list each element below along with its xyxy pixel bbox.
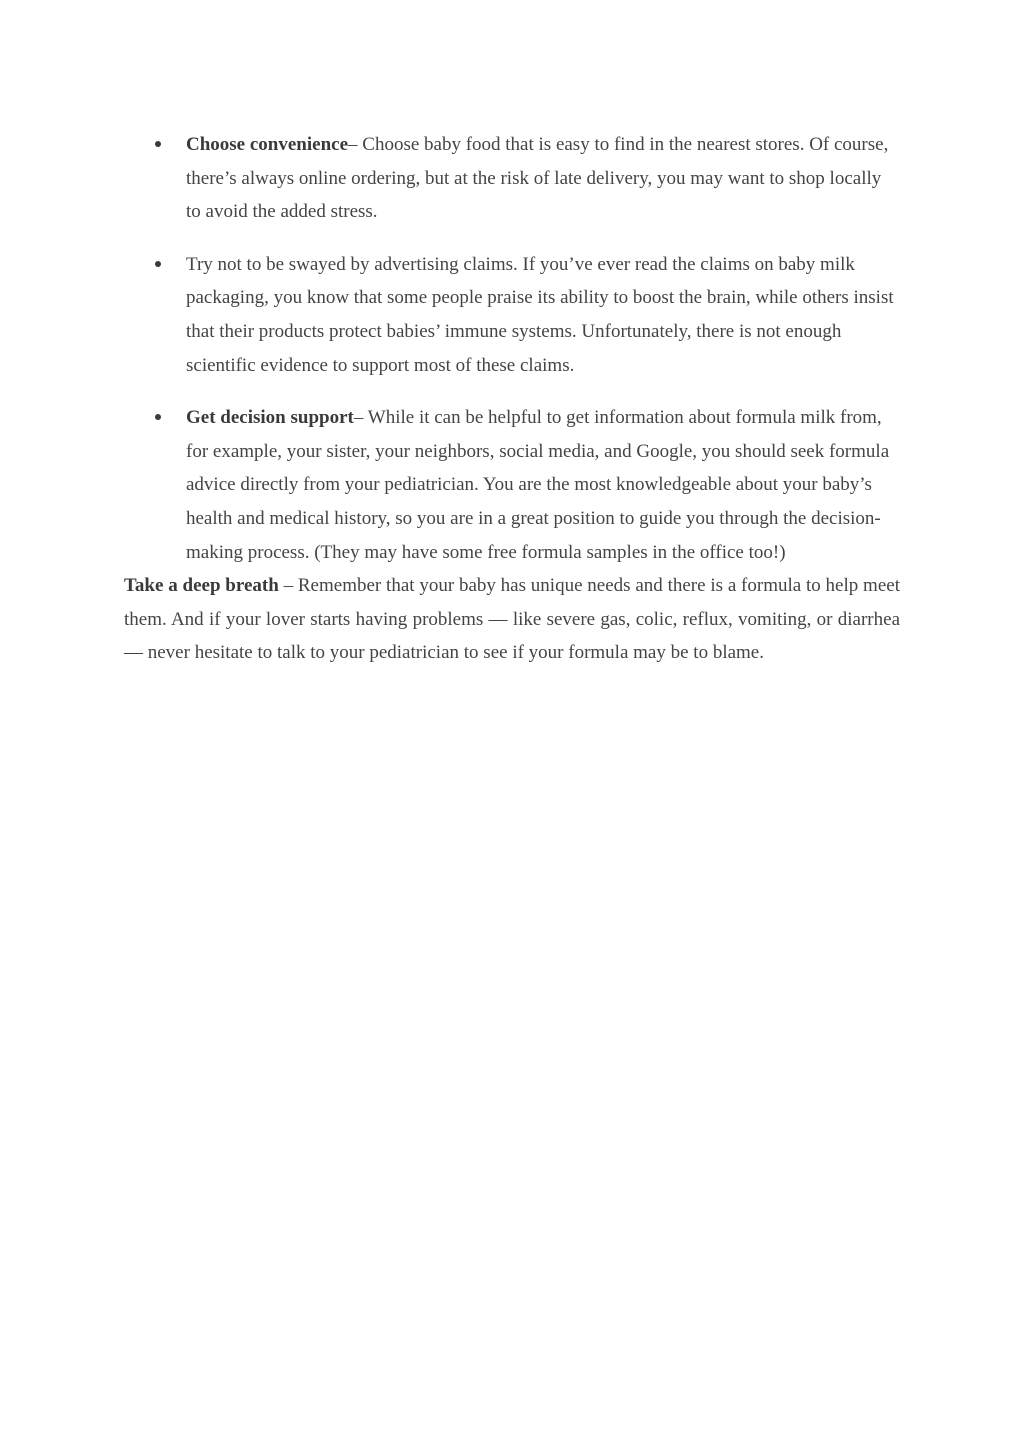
list-item-lead: Choose convenience — [186, 134, 349, 155]
bullet-icon — [155, 414, 161, 420]
tips-list — [124, 128, 900, 569]
list-item-text — [186, 401, 900, 569]
list-item-body: – While it can be helpful to get information about formula milk from, for example, your sister, your neighbors, social media, and Google, you should seek formula advice directly from your pediatrician. You are the most knowledgeable about your baby’s health and medical history, so you are in a great position to guide you through the decision-making process. (They may have some free formula samples in the office too!) — [186, 407, 890, 563]
list-item — [124, 401, 900, 569]
list-item-text — [186, 248, 900, 382]
bullet-icon — [155, 261, 161, 267]
list-item-text — [186, 128, 900, 229]
list-item-lead: Get decision support — [186, 407, 354, 429]
list-item — [124, 248, 900, 382]
closing-lead: Take a deep breath — [124, 575, 279, 597]
list-item — [124, 128, 900, 229]
list-item-body: – Choose baby food that is easy to find in the nearest stores. Of course, there’s always online ordering, but at the risk of late delivery, you may want to shop locally to avoid the added stress. — [186, 134, 889, 223]
closing-paragraph — [124, 569, 900, 670]
bullet-icon — [155, 141, 161, 147]
list-item-body: Try not to be swayed by advertising claims. If you’ve ever read the claims on baby milk packaging, you know that some people praise its ability to boost the brain, while others insist that their products protect babies’ immune systems. Unfortunately, there is not enough scientific evidence to support most of these claims. — [186, 253, 894, 376]
document-body — [124, 128, 900, 670]
closing-body: – Remember that your baby has unique needs and there is a formula to help meet them. And if your lover starts having problems — like severe gas, colic, reflux, vomiting, or diarrhea — never hesitate to talk to your pediatrician to see if your formula may be to blame. — [124, 575, 900, 664]
